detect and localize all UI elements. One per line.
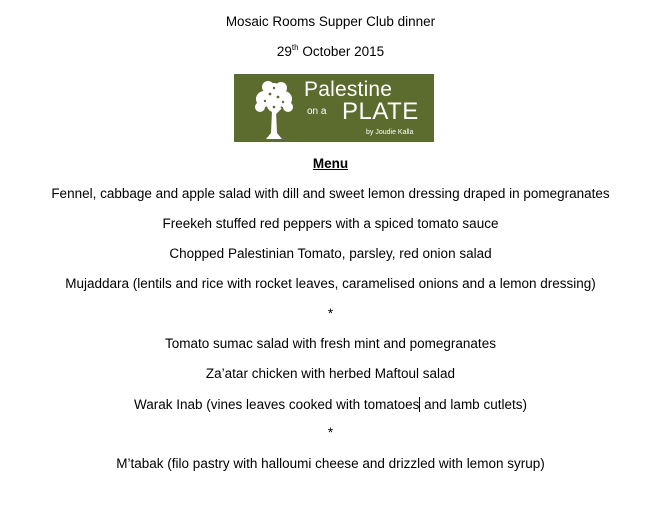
- menu-item-text-start: Warak Inab (vines leaves cooked with tomatoes: [134, 397, 420, 412]
- document-title: Mosaic Rooms Supper Club dinner: [225, 14, 436, 29]
- course-separator: *: [327, 306, 334, 321]
- menu-item: Za’atar chicken with herbed Maftoul salad: [205, 366, 456, 381]
- menu-item-warak-inab[interactable]: [0, 396, 661, 414]
- logo-byline: by Joudie Kalla: [366, 129, 414, 136]
- logo-word-plate: PLATE: [342, 98, 419, 125]
- date-day: 29: [276, 44, 292, 59]
- date-suffix: th: [291, 42, 299, 52]
- palestine-on-a-plate-logo: [234, 74, 434, 142]
- logo-word-palestine: Palestine: [304, 78, 393, 101]
- menu-item: Fennel, cabbage and apple salad with dill and sweet lemon dressing draped in pomegranates: [51, 186, 610, 201]
- logo-word-on-a: on a: [307, 106, 327, 117]
- date-month-year: October 2015: [298, 44, 385, 59]
- menu-item: Mujaddara (lentils and rice with rocket leaves, caramelised onions and a lemon dressing): [65, 276, 596, 291]
- menu-item: Chopped Palestinian Tomato, parsley, red onion salad: [169, 246, 492, 261]
- course-separator: *: [327, 425, 334, 440]
- olive-tree-icon: [252, 77, 296, 141]
- event-date: [0, 43, 661, 61]
- menu-item-dessert: M’tabak (filo pastry with halloumi cheese and drizzled with lemon syrup): [116, 456, 545, 471]
- menu-item: Tomato sumac salad with fresh mint and pomegranates: [165, 336, 496, 351]
- menu-heading: Menu: [312, 156, 349, 171]
- menu-item: Freekeh stuffed red peppers with a spiced tomato sauce: [162, 216, 499, 231]
- menu-item-text-end: and lamb cutlets): [420, 397, 527, 412]
